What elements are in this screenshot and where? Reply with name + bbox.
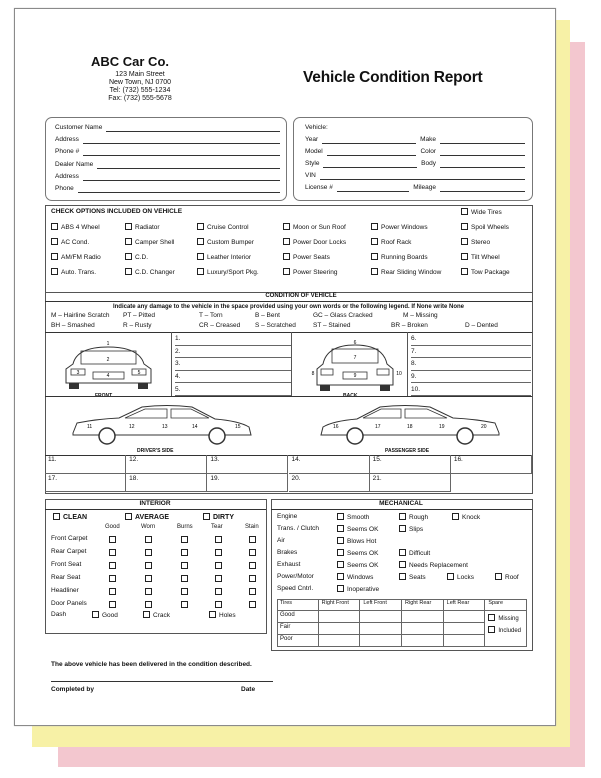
damage-line[interactable]: 1. (175, 333, 291, 346)
checkbox-icon (488, 614, 495, 621)
option-wide-tires[interactable]: Wide Tires (461, 208, 502, 217)
tire-header: Left Rear (444, 599, 486, 611)
checkbox-icon (337, 525, 344, 532)
legend-item: BH – Smashed (51, 322, 95, 329)
tire-header: Spare (485, 599, 527, 611)
exhaust-needs-replacement[interactable]: Needs Replacement (399, 561, 468, 569)
damage-cell[interactable]: 12. (126, 455, 207, 474)
checkbox-icon (197, 238, 204, 245)
spare-included[interactable]: Included (488, 626, 523, 634)
damage-cell[interactable]: 15. (370, 455, 451, 474)
checkbox-icon (337, 549, 344, 556)
customer-fields (55, 121, 280, 195)
checkbox-icon[interactable] (109, 549, 116, 556)
checkbox-icon[interactable] (215, 536, 222, 543)
option-item[interactable]: Camper Shell (125, 238, 174, 247)
option-item[interactable]: Stereo (461, 238, 490, 247)
checkbox-icon[interactable] (109, 588, 116, 595)
dash-crack-option[interactable]: Crack (143, 611, 170, 619)
legend-item: CR – Creased (199, 322, 241, 329)
tire-cell[interactable] (402, 623, 444, 635)
damage-cell[interactable]: 20. (289, 474, 370, 493)
back-damage-lines (411, 333, 531, 396)
car-number: 3 (76, 370, 80, 376)
damage-line[interactable]: 8. (411, 358, 531, 371)
checkbox-icon (337, 561, 344, 568)
option-item[interactable]: Roof Rack (371, 238, 411, 247)
engine-knock[interactable]: Knock (452, 513, 480, 521)
option-item[interactable]: Rear Sliding Window (371, 268, 441, 277)
option-item[interactable]: ABS 4 Wheel (51, 223, 100, 232)
checkbox-icon (447, 573, 454, 580)
checkbox-icon (203, 513, 210, 520)
date-label: Date (241, 686, 256, 693)
checkbox-icon[interactable] (145, 601, 152, 608)
option-item[interactable]: AM/FM Radio (51, 253, 101, 262)
tire-row-label: Fair (277, 623, 319, 635)
brakes-difficult[interactable]: Difficult (399, 549, 430, 557)
company-block (65, 54, 195, 69)
checkbox-icon[interactable] (215, 549, 222, 556)
checkbox-icon[interactable] (181, 536, 188, 543)
customer-field-row: Dealer Name (55, 158, 280, 170)
dash-good-option[interactable]: Good (92, 611, 118, 619)
bottom-damage-cells (45, 455, 532, 492)
checkbox-icon (461, 253, 468, 260)
checkbox-icon[interactable] (249, 588, 256, 595)
option-item[interactable]: Power Door Locks (283, 238, 346, 247)
checkbox-icon[interactable] (181, 549, 188, 556)
tire-row-label: Good (277, 611, 319, 623)
checkbox-icon (371, 268, 378, 275)
spare-missing[interactable]: Missing (488, 614, 523, 622)
damage-cell[interactable]: 18. (126, 474, 207, 493)
customer-field-input[interactable] (83, 143, 280, 144)
checkbox-icon[interactable] (145, 588, 152, 595)
tire-header: Tires (277, 599, 319, 611)
checkbox-icon (461, 268, 468, 275)
option-item[interactable]: Tilt Wheel (461, 253, 500, 262)
power-locks[interactable]: Locks (447, 573, 474, 581)
checkbox-icon (283, 223, 290, 230)
checkbox-icon[interactable] (215, 575, 222, 582)
option-item[interactable]: Spoil Wheels (461, 223, 509, 232)
tire-cell[interactable] (360, 623, 402, 635)
damage-cell[interactable]: 17. (45, 474, 126, 493)
interior-column-header: Stain (245, 524, 259, 530)
checkbox-icon (461, 223, 468, 230)
damage-line[interactable]: 4. (175, 371, 291, 384)
car-number: 19 (439, 424, 445, 430)
checkbox-icon (371, 223, 378, 230)
car-driver-side-diagram (67, 401, 257, 451)
tire-header: Right Front (319, 599, 361, 611)
checkbox-icon[interactable] (145, 575, 152, 582)
legend-item: M – Missing (403, 312, 438, 319)
car-number: 9 (353, 373, 357, 379)
checkbox-icon (283, 253, 290, 260)
legend-item: GC – Glass Cracked (313, 312, 373, 319)
checkbox-icon (53, 513, 60, 520)
checkbox-icon (51, 268, 58, 275)
tire-cell[interactable] (319, 635, 361, 647)
interior-column-header: Worn (141, 524, 156, 530)
checkbox-icon (125, 253, 132, 260)
completed-by-label: Completed by (51, 686, 94, 693)
customer-field-input[interactable] (83, 180, 280, 181)
tire-row-label: Poor (277, 635, 319, 647)
interior-column-header: Good (105, 524, 120, 530)
front-damage-lines (175, 333, 291, 396)
car-number: 15 (235, 424, 241, 430)
exhaust-seems-ok[interactable]: Seems OK (337, 561, 378, 569)
company-address: 123 Main Street New Town, NJ 0700 Tel: (732) 555-1234 Fax: (732) 555-5678 (108, 71, 172, 102)
average-option[interactable]: AVERAGE (125, 513, 169, 521)
delivery-statement: The above vehicle has been delivered in the condition described. (51, 661, 252, 668)
form-title: Vehicle Condition Report (303, 69, 483, 86)
legend-item: S – Scratched (255, 322, 296, 329)
car-number: 5 (137, 370, 141, 376)
customer-field-row: Address (55, 133, 280, 145)
tire-cell[interactable] (444, 623, 486, 635)
car-number: 12 (129, 424, 135, 430)
car-number: 13 (162, 424, 168, 430)
car-number: 8 (311, 371, 315, 377)
condition-instruction: Indicate any damage to the vehicle in the space provided using your own words or the following legend. If None write None (112, 304, 465, 310)
car-number: 17 (375, 424, 381, 430)
damage-cell[interactable]: 16. (451, 455, 532, 474)
damage-line[interactable]: 6. (411, 333, 531, 346)
customer-field-input[interactable] (83, 155, 280, 156)
interior-row-label: Headliner (51, 587, 79, 594)
option-item[interactable]: Running Boards (371, 253, 428, 262)
car-number: 11 (87, 424, 93, 430)
damage-cell[interactable]: 13. (207, 455, 288, 474)
checkbox-icon (452, 513, 459, 520)
checkbox-icon (125, 268, 132, 275)
vehicle-fields: Vehicle: Year Make Model Color Style Body VIN License # Mileage (305, 121, 525, 193)
tire-cell[interactable] (319, 623, 361, 635)
options-box (45, 205, 533, 293)
damage-cell[interactable]: 19. (207, 474, 288, 493)
white-form-sheet: ABC Car Co. 123 Main Street New Town, NJ 0700 Tel: (732) 555-1234 Fax: (732) 555-5678 Vehicle Condition Report Customer Name Address Phone # Dealer Name Address Phone Vehicle: Year Make Model Color Style Body VIN License # Mileage CHECK OPTIONS INCLUDED ON VEHICLE Wide Tires ABS 4 Wheel Radiator Cruise Control Moon or Sun Roof Power Windows Spoil Wheels AC Cond. Camper Shell Custom Bumper Power Door Locks Roof Rack Stereo AM/FM Radio C.D. Leather Interior Power Seats Running Boards Tilt Wheel Auto. Trans. C.D. Changer Luxury/Sport Pkg. Power Steering Rear Sliding Window Tow Package CONDITION OF VEHICLE Indicate any damage to the vehicle in the space provided using your own words or the following legend. If None write None M – Hairline Scratch PT – Pitted T – Torn B – Bent GC – Glass Cracked M – Missing BH – Smashed R – Rusty CR – Creased S – Scratched ST – Stained BR – Broken D – Dented 1. 2. 3. 4. 5. 6. 7. 8. 9. 10. 1 2 3 4 5 FRONT 6 7 8 9 10 BACK 11 12 13 14 15 DRIVER'S SIDE 16 17 18 19 20 PASSENGER SIDE 11. 12. 13. 14. 15. 16. 17. 18. 19. 20. 21. INTERIOR CLEAN AVERAGE DIRTY Good Worn Burns Tear Stain Front Carpet Rear Carpet Front Seat Rear Seat Headliner Door Panels Dash Good Crack Holes MECHANICAL Engine Smooth Rough Knock Trans. / Clutch Seems OK Slips Air Blows Hot Brakes Seems OK Difficult Exhaust Seems OK Needs Replacement Power/Motor Windows Seats Locks Roof Speed Cntrl. Inoperative Tires Right Front Left Front Right Rear Left Rear Spare Good Fair Poor Missing Included The above vehicle has been delivered in the condition described. Completed by Date (14, 8, 556, 726)
car-number: 10 (396, 371, 402, 377)
car-front-diagram (51, 339, 166, 394)
checkbox-icon (51, 223, 58, 230)
tires-table (277, 599, 527, 647)
checkbox-icon[interactable] (109, 536, 116, 543)
customer-field-input[interactable] (78, 192, 280, 193)
checkbox-icon[interactable] (249, 601, 256, 608)
checkbox-icon (197, 253, 204, 260)
interior-row-label: Front Seat (51, 561, 82, 568)
car-passenger-side-diagram (315, 401, 505, 451)
checkbox-icon (371, 253, 378, 260)
label-back: BACK (343, 393, 358, 399)
customer-field-input[interactable] (97, 168, 280, 169)
checkbox-icon[interactable] (145, 562, 152, 569)
tire-cell[interactable] (319, 611, 361, 623)
legend-item: T – Torn (199, 312, 223, 319)
trans-seems-ok[interactable]: Seems OK (337, 525, 378, 533)
interior-column-header: Tear (211, 524, 223, 530)
mechanical-heading: MECHANICAL (379, 500, 423, 507)
tire-cell[interactable] (402, 611, 444, 623)
brakes-seems-ok[interactable]: Seems OK (337, 549, 378, 557)
damage-cell[interactable]: 14. (289, 455, 370, 474)
tire-header: Left Front (360, 599, 402, 611)
legend-item: B – Bent (255, 312, 280, 319)
dirty-option[interactable]: DIRTY (203, 513, 234, 521)
trans-slips[interactable]: Slips (399, 525, 423, 533)
damage-cell[interactable]: 11. (45, 455, 126, 474)
interior-row-label: Rear Seat (51, 574, 81, 581)
company-name: ABC Car Co. (90, 54, 169, 69)
damage-line[interactable]: 5. (175, 383, 291, 396)
tire-cell[interactable] (444, 635, 486, 647)
option-item[interactable]: Power Seats (283, 253, 330, 262)
power-roof[interactable]: Roof (495, 573, 519, 581)
option-item[interactable]: Power Windows (371, 223, 428, 232)
legend-item: D – Dented (465, 322, 498, 329)
tire-header: Right Rear (402, 599, 444, 611)
damage-line[interactable]: 9. (411, 371, 531, 384)
option-item[interactable]: Custom Bumper (197, 238, 254, 247)
customer-field-row: Address (55, 170, 280, 182)
interior-row-label: Door Panels (51, 600, 87, 607)
legend-item: ST – Stained (313, 322, 351, 329)
checkbox-icon[interactable] (181, 588, 188, 595)
checkbox-icon[interactable] (215, 562, 222, 569)
checkbox-icon[interactable] (215, 588, 222, 595)
dash-holes-option[interactable]: Holes (209, 611, 236, 619)
checkbox-icon (197, 268, 204, 275)
checkbox-icon (337, 573, 344, 580)
checkbox-icon[interactable] (181, 562, 188, 569)
car-number: 20 (481, 424, 487, 430)
checkbox-icon[interactable] (109, 601, 116, 608)
checkbox-icon[interactable] (249, 562, 256, 569)
clean-option[interactable]: CLEAN (53, 513, 87, 521)
checkbox-icon (371, 238, 378, 245)
checkbox-icon (399, 573, 406, 580)
checkbox-icon (399, 561, 406, 568)
checkbox-icon (399, 525, 406, 532)
checkbox-icon (461, 238, 468, 245)
condition-heading: CONDITION OF VEHICLE (265, 293, 337, 299)
checkbox-icon[interactable] (145, 549, 152, 556)
interior-column-header: Burns (177, 524, 193, 530)
legend-item: R – Rusty (123, 322, 152, 329)
checkbox-icon (92, 611, 99, 618)
customer-field-row: Phone (55, 182, 280, 194)
damage-line[interactable]: 7. (411, 346, 531, 359)
checkbox-icon[interactable] (249, 575, 256, 582)
legend-item: BR – Broken (391, 322, 428, 329)
option-item[interactable]: Cruise Control (197, 223, 249, 232)
option-item[interactable]: C.D. Changer (125, 268, 175, 277)
power-windows[interactable]: Windows (337, 573, 373, 581)
damage-line[interactable]: 10. (411, 383, 531, 396)
spare-cell (485, 611, 527, 647)
car-number: 7 (353, 355, 357, 361)
options-heading: CHECK OPTIONS INCLUDED ON VEHICLE (51, 208, 183, 215)
label-front: FRONT (95, 393, 113, 399)
tire-cell[interactable] (402, 635, 444, 647)
interior-heading: INTERIOR (139, 500, 171, 507)
checkbox-icon (337, 513, 344, 520)
checkbox-icon (399, 549, 406, 556)
checkbox-icon[interactable] (181, 575, 188, 582)
tire-cell[interactable] (360, 611, 402, 623)
car-number: 2 (106, 357, 110, 363)
customer-field-row: Customer Name (55, 121, 280, 133)
checkbox-icon[interactable] (249, 549, 256, 556)
checkbox-icon (125, 513, 132, 520)
checkbox-icon (51, 238, 58, 245)
checkbox-icon (125, 223, 132, 230)
car-number: 4 (106, 373, 110, 379)
tire-cell[interactable] (444, 611, 486, 623)
checkbox-icon[interactable] (215, 601, 222, 608)
checkbox-icon (337, 585, 344, 592)
option-item[interactable]: Tow Package (461, 268, 510, 277)
checkbox-icon[interactable] (109, 562, 116, 569)
checkbox-icon (495, 573, 502, 580)
engine-smooth[interactable]: Smooth (337, 513, 369, 521)
damage-line[interactable]: 2. (175, 346, 291, 359)
air-blows-hot[interactable]: Blows Hot (337, 537, 376, 545)
option-item[interactable]: AC Cond. (51, 238, 89, 247)
car-number: 1 (106, 341, 110, 347)
checkbox-icon (337, 537, 344, 544)
car-number: 6 (353, 340, 357, 346)
checkbox-icon (209, 611, 216, 618)
option-item[interactable]: Leather Interior (197, 253, 251, 262)
checkbox-icon (197, 223, 204, 230)
label-passenger-side: PASSENGER SIDE (385, 448, 430, 454)
car-number: 18 (407, 424, 413, 430)
checkbox-icon (461, 208, 468, 215)
option-item[interactable]: Moon or Sun Roof (283, 223, 346, 232)
checkbox-icon (143, 611, 150, 618)
interior-columns (45, 523, 265, 533)
tire-cell[interactable] (360, 635, 402, 647)
checkbox-icon (283, 238, 290, 245)
checkbox-icon (283, 268, 290, 275)
car-number: 14 (192, 424, 198, 430)
checkbox-icon[interactable] (249, 536, 256, 543)
customer-field-input[interactable] (106, 131, 280, 132)
checkbox-icon[interactable] (109, 575, 116, 582)
interior-row-label: Front Carpet (51, 535, 88, 542)
damage-cell[interactable]: 21. (370, 474, 451, 493)
interior-row-label: Rear Carpet (51, 548, 87, 555)
option-item[interactable]: Luxury/Sport Pkg. (197, 268, 259, 277)
car-number: 16 (333, 424, 339, 430)
label-drivers-side: DRIVER'S SIDE (137, 448, 174, 454)
engine-rough[interactable]: Rough (399, 513, 428, 521)
power-seats[interactable]: Seats (399, 573, 426, 581)
legend-item: PT – Pitted (123, 312, 156, 319)
option-item[interactable]: Power Steering (283, 268, 337, 277)
checkbox-icon[interactable] (145, 536, 152, 543)
option-item[interactable]: C.D. (125, 253, 148, 262)
option-item[interactable]: Radiator (125, 223, 160, 232)
checkbox-icon (399, 513, 406, 520)
checkbox-icon (125, 238, 132, 245)
checkbox-icon (51, 253, 58, 260)
car-back-diagram (305, 339, 405, 394)
legend-item: M – Hairline Scratch (51, 312, 110, 319)
speed-inoperative[interactable]: Inoperative (337, 585, 379, 593)
damage-line[interactable]: 3. (175, 358, 291, 371)
customer-field-row: Phone # (55, 146, 280, 158)
checkbox-icon[interactable] (181, 601, 188, 608)
option-item[interactable]: Auto. Trans. (51, 268, 96, 277)
checkbox-icon (488, 626, 495, 633)
